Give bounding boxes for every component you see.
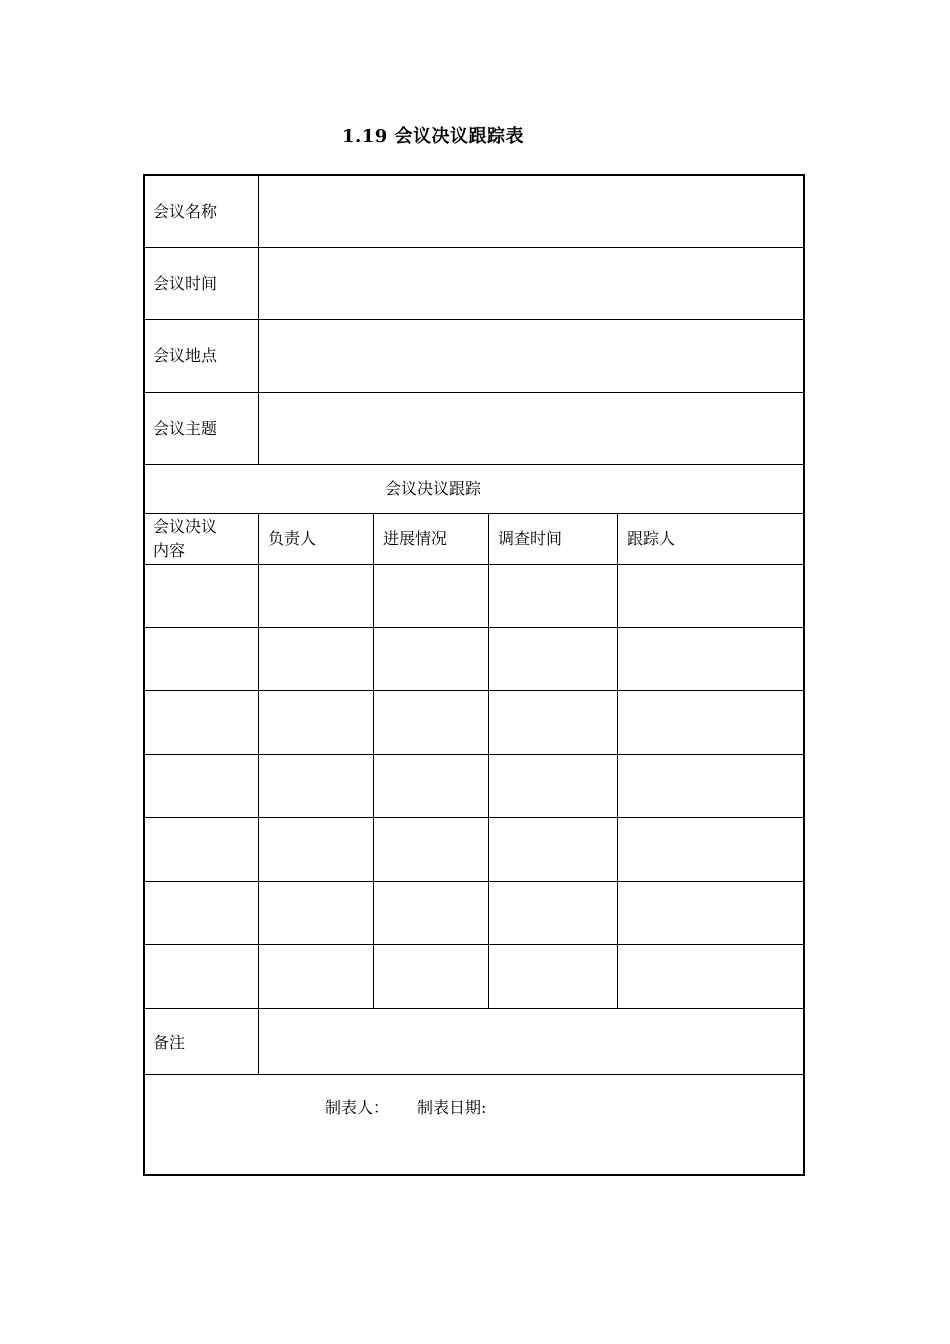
table-cell[interactable] [145,882,258,944]
table-cell[interactable] [259,882,373,944]
meeting-name-label: 会议名称 [153,202,218,221]
column-header-progress: 进展情况 [383,529,448,548]
table-cell[interactable] [489,628,617,690]
table-cell[interactable] [489,818,617,881]
table-cell[interactable] [618,628,805,690]
remarks-field[interactable] [259,1009,805,1074]
table-cell[interactable] [618,882,805,944]
table-cell[interactable] [259,755,373,817]
table-cell[interactable] [145,565,258,627]
table-cell[interactable] [374,945,488,1008]
column-header-owner: 负责人 [268,529,317,548]
table-cell[interactable] [374,755,488,817]
maker-label: 制表人： [325,1098,390,1117]
table-cell[interactable] [489,691,617,754]
table-cell[interactable] [259,818,373,881]
meeting-time-label: 会议时间 [153,274,218,293]
table-cell[interactable] [618,945,805,1008]
table-cell[interactable] [489,755,617,817]
table-cell[interactable] [145,818,258,881]
table-cell[interactable] [374,818,488,881]
table-cell[interactable] [145,691,258,754]
row-divider [145,464,803,465]
column-header-content-line2: 内容 [153,541,186,560]
table-cell[interactable] [374,565,488,627]
table-cell[interactable] [145,945,258,1008]
tracking-form [143,174,805,1176]
table-cell[interactable] [618,565,805,627]
table-cell[interactable] [145,755,258,817]
section-title: 会议决议跟踪 [385,479,482,498]
page-title: 1.19 会议决议跟踪表 [341,126,525,147]
table-cell[interactable] [618,818,805,881]
remarks-label: 备注 [153,1033,186,1052]
table-cell[interactable] [374,628,488,690]
meeting-location-label: 会议地点 [153,346,218,365]
meeting-topic-field[interactable] [259,393,805,464]
table-cell[interactable] [145,628,258,690]
row-divider [145,1074,803,1075]
column-header-content: 会议决议 [153,517,218,536]
meeting-topic-label: 会议主题 [153,419,218,438]
table-cell[interactable] [374,691,488,754]
column-header-tracker: 跟踪人 [627,529,676,548]
date-label: 制表日期: [417,1098,487,1117]
row-divider [145,513,803,514]
column-header-survey-time: 调查时间 [498,529,563,548]
table-cell[interactable] [618,691,805,754]
table-cell[interactable] [489,945,617,1008]
table-cell[interactable] [259,691,373,754]
table-cell[interactable] [374,882,488,944]
meeting-name-field[interactable] [259,176,805,247]
table-cell[interactable] [618,755,805,817]
meeting-time-field[interactable] [259,248,805,319]
meeting-location-field[interactable] [259,320,805,392]
table-cell[interactable] [489,882,617,944]
table-cell[interactable] [259,945,373,1008]
table-cell[interactable] [259,628,373,690]
table-cell[interactable] [489,565,617,627]
table-cell[interactable] [259,565,373,627]
